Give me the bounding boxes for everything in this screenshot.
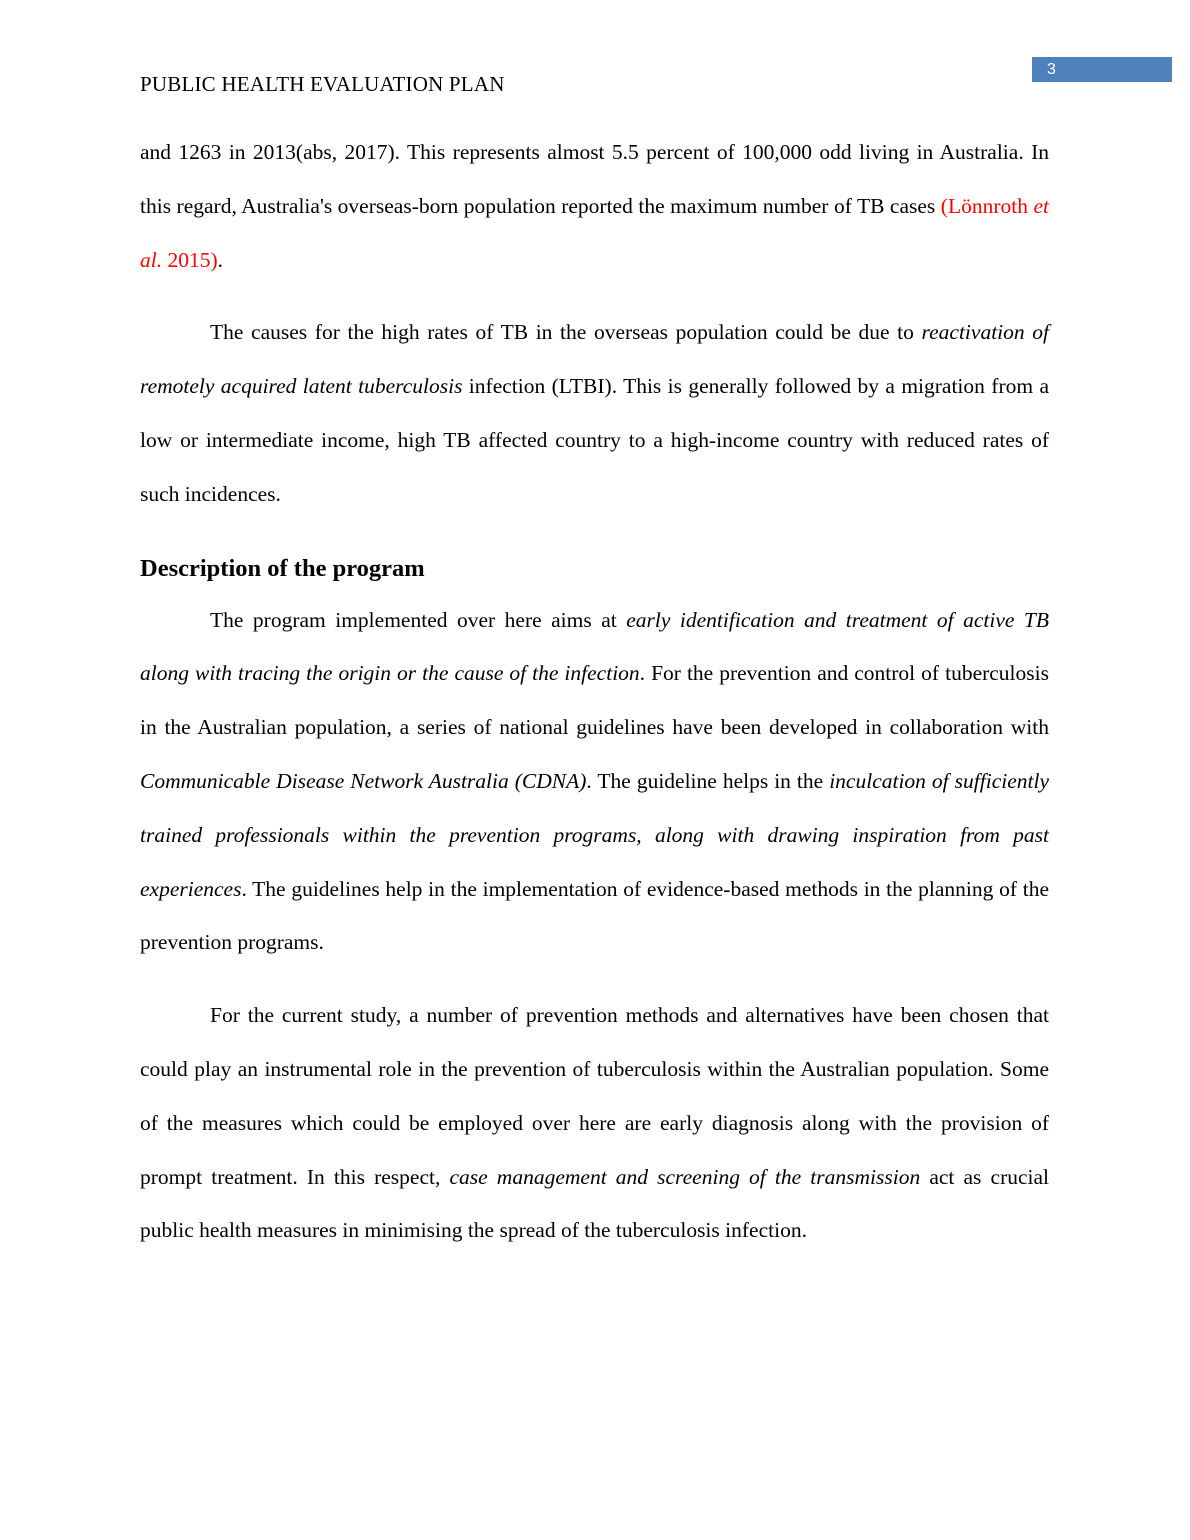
page-number: 3: [1047, 61, 1056, 78]
paragraph-text: . For the prevention and control of tuberculosis in the Australian population, a series of national guidelines have been developed in collaboration with: [140, 661, 1049, 740]
paragraph-text: . The guidelines help in the implementation of evidence-based methods in the planning of the prevention programs.: [140, 876, 1049, 955]
italic-phrase: early identification and treatment of active TB along with tracing the origin or the cause of the infection: [140, 607, 1049, 686]
section-heading: Description of the program: [140, 554, 425, 582]
running-head: PUBLIC HEALTH EVALUATION PLAN: [140, 72, 505, 96]
paragraph-text: The program implemented over here aims at: [210, 607, 627, 632]
italic-phrase: inculcation of sufficiently trained professionals within the prevention programs, along with drawing inspiration from past experiences: [140, 768, 1049, 901]
paragraph-tb-statistics: [140, 126, 1049, 287]
italic-phrase: Communicable Disease Network Australia (CDNA): [140, 768, 587, 793]
paragraph-text: The causes for the high rates of TB in the overseas population could be due to: [210, 320, 922, 345]
paragraph-text: infection (LTBI). This is generally followed by a migration from a low or intermediate income, high TB affected country to a high-income country with reduced rates of such incidences.: [140, 374, 1049, 506]
paragraph-text: For the current study, a number of prevention methods and alternatives have been chosen that could play an instrumental role in the prevention of tuberculosis within the Australian population. Some of the measures which could be employed over here are early diagnosis along with the provision of prompt treatment. In this respect,: [140, 1003, 1049, 1189]
paragraph-text: . The guideline helps in the: [586, 768, 830, 793]
paragraph-program-aims: [140, 594, 1049, 971]
italic-phrase: reactivation of remotely acquired latent tuberculosis: [140, 320, 1049, 399]
document-body: [140, 126, 1049, 1258]
paragraph-text: act as crucial public health measures in minimising the spread of the tuberculosis infection.: [140, 1164, 1050, 1243]
page-number-badge: [1032, 57, 1172, 82]
paragraph-causes: [140, 306, 1049, 521]
paragraph-text: and 1263 in 2013(abs, 2017). This represents almost 5.5 percent of 100,000 odd living in Australia. In this regard, Australia's overseas-born population reported the maximum number of TB cases: [140, 140, 1049, 218]
italic-phrase: case management and screening of the transmission: [449, 1164, 921, 1189]
citation-lonnroth: (Lönnroth et al. 2015): [140, 193, 1049, 272]
paragraph-text: .: [217, 247, 224, 272]
paragraph-current-study: [140, 989, 1049, 1258]
